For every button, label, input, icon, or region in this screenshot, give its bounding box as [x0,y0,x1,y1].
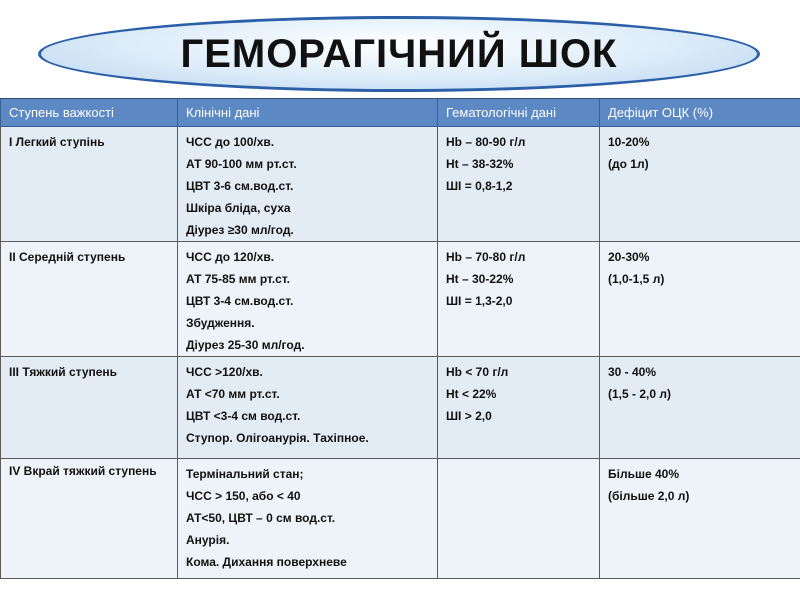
deficit-line: (1,0-1,5 л) [608,272,665,286]
table-row [1,459,800,579]
clinical-line: АТ 75-85 мм рт.ст. [186,272,291,286]
clinical-line: Шкіра бліда, суха [186,201,291,215]
shock-severity-table [0,98,800,579]
hematological-line: Hb – 80-90 г/л [446,135,526,149]
clinical-line: ЧСС >120/хв. [186,365,263,379]
deficit-line: (до 1л) [608,157,649,171]
clinical-cell [178,357,438,459]
deficit-cell [600,357,800,459]
title-oval [38,16,760,92]
clinical-line: Збудження. [186,316,255,330]
severity-text: ІІ Середній ступень [9,250,126,264]
deficit-line: 10-20% [608,135,650,149]
deficit-cell [600,242,800,357]
severity-text: IV Вкрай тяжкий ступень [9,464,157,478]
severity-cell [1,357,178,459]
hematological-cell [438,127,600,242]
hematological-line: ШІ > 2,0 [446,409,492,423]
hematological-line: ШІ = 1,3-2,0 [446,294,513,308]
table-header-row [1,99,800,127]
deficit-line: Більше 40% [608,467,679,481]
clinical-line: АТ <70 мм рт.ст. [186,387,280,401]
deficit-line: 20-30% [608,250,650,264]
table-row [1,357,800,459]
clinical-line: ЧСС до 120/хв. [186,250,275,264]
hematological-line: Ht – 38-32% [446,157,514,171]
hematological-line: Hb – 70-80 г/л [446,250,526,264]
hematological-cell [438,242,600,357]
clinical-line: ЦВТ 3-4 см.вод.ст. [186,294,294,308]
hematological-line: Ht – 30-22% [446,272,514,286]
clinical-line: Кома. Дихання поверхневе [186,555,347,569]
clinical-line: АТ<50, ЦВТ – 0 см вод.ст. [186,511,336,525]
severity-text: ІІІ Тяжкий ступень [9,365,118,379]
severity-cell [1,459,178,579]
header-clinical: Клінічні дані [178,99,438,127]
deficit-line: (1,5 - 2,0 л) [608,387,671,401]
table-row [1,127,800,242]
hematological-cell [438,459,600,579]
deficit-line: (більше 2,0 л) [608,489,690,503]
hematological-cell [438,357,600,459]
clinical-line: ЧСС > 150, або < 40 [186,489,301,503]
clinical-line: ЧСС до 100/хв. [186,135,275,149]
deficit-cell [600,459,800,579]
severity-text: І Легкий ступінь [9,135,105,149]
clinical-line: ЦВТ <3-4 см вод.ст. [186,409,301,423]
table-row [1,242,800,357]
clinical-line: Діурез ≥30 мл/год. [186,223,294,237]
clinical-line: Діурез 25-30 мл/год. [186,338,305,352]
clinical-cell [178,459,438,579]
hematological-line: Hb < 70 г/л [446,365,509,379]
severity-cell [1,127,178,242]
deficit-line: 30 - 40% [608,365,657,379]
title-banner [38,16,760,92]
deficit-cell [600,127,800,242]
header-hematological: Гематологічні дані [438,99,600,127]
clinical-line: Анурія. [186,533,230,547]
clinical-cell [178,127,438,242]
clinical-line: Ступор. Олігоанурія. Тахіпное. [186,431,369,445]
header-deficit: Дефіцит ОЦК (%) [600,99,800,127]
clinical-line: Термінальний стан; [186,467,304,481]
hematological-line: ШІ = 0,8-1,2 [446,179,513,193]
severity-cell [1,242,178,357]
clinical-line: АТ 90-100 мм рт.ст. [186,157,297,171]
clinical-line: ЦВТ 3-6 см.вод.ст. [186,179,294,193]
clinical-cell [178,242,438,357]
hematological-line: Ht < 22% [446,387,497,401]
page-title: ГЕМОРАГІЧНИЙ ШОК [180,32,618,76]
header-severity: Ступень важкості [1,99,178,127]
